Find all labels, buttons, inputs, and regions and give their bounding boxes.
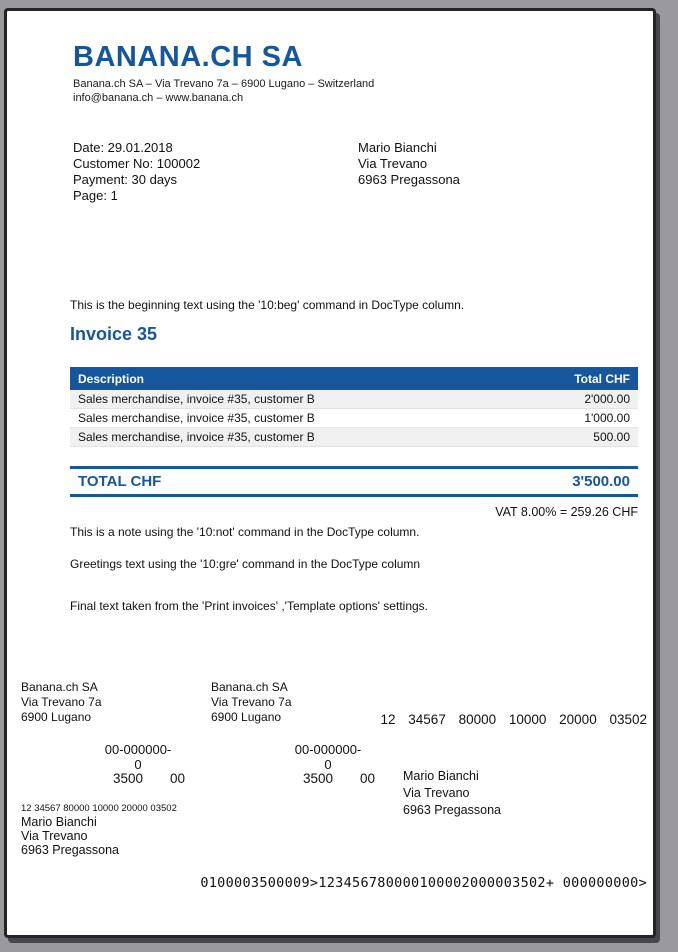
invoice-page [4, 8, 656, 938]
company-address-line1: Banana.ch SA – Via Trevano 7a – 6900 Lugano – Switzerland [73, 78, 375, 90]
receiver-street: Via Trevano 7a [21, 695, 102, 709]
beginning-text: This is the beginning text using the '10:beg' command in DocType column. [70, 298, 465, 312]
note-text: This is a note using the '10:not' command in the DocType column. [70, 525, 420, 539]
recipient-address [358, 140, 460, 188]
payer-name: Mario Bianchi [403, 769, 479, 783]
table-row [70, 428, 638, 447]
slip-receiver-left [21, 680, 102, 725]
customer-number: Customer No: 100002 [73, 156, 201, 171]
company-address-line2: info@banana.ch – www.banana.ch [73, 92, 244, 104]
table-header-row [70, 367, 638, 390]
page-number: Page: 1 [73, 188, 118, 203]
slip-amount-francs-right: 3500 [302, 771, 333, 786]
item-description: Sales merchandise, invoice #35, customer B [78, 411, 315, 425]
table-body [70, 390, 638, 447]
payer-city: 6963 Pregassona [21, 843, 119, 857]
item-description: Sales merchandise, invoice #35, customer B [78, 430, 315, 444]
slip-reference-small: 12 34567 80000 10000 20000 03502 [21, 803, 177, 814]
invoice-title: Invoice 35 [70, 324, 158, 344]
slip-payer-left [21, 815, 119, 857]
recipient-name: Mario Bianchi [358, 140, 437, 155]
slip-account-left: 00-000000-0 [104, 742, 172, 772]
receiver-city: 6900 Lugano [211, 710, 282, 724]
receiver-name: Banana.ch SA [21, 680, 98, 694]
table-row [70, 390, 638, 409]
receiver-name: Banana.ch SA [211, 680, 288, 694]
payer-name: Mario Bianchi [21, 815, 97, 829]
slip-amount-cents-right: 00 [359, 771, 375, 786]
receiver-street: Via Trevano 7a [211, 695, 292, 709]
table-row [70, 409, 638, 428]
column-header-description: Description [78, 371, 145, 386]
invoice-date: Date: 29.01.2018 [73, 140, 173, 155]
total-label: TOTAL CHF [78, 473, 162, 490]
total-row [70, 466, 638, 497]
company-logo-text: BANANA.CH SA [73, 41, 303, 73]
slip-amount-cents-left: 00 [169, 771, 185, 786]
items-table [70, 367, 638, 447]
item-total: 2'000.00 [584, 392, 630, 406]
slip-reference-number: 12 34567 80000 10000 20000 03502 [380, 712, 647, 727]
final-text: Final text taken from the 'Print invoices' ,'Template options' settings. [70, 599, 428, 613]
slip-ocr-code-line: 0100003500009>123456780000100002000003502+ 000000000> [200, 875, 647, 891]
recipient-street: Via Trevano [358, 156, 428, 171]
slip-payer-right [403, 768, 501, 819]
recipient-city: 6963 Pregassona [358, 172, 460, 187]
item-total: 1'000.00 [584, 411, 630, 425]
slip-receiver-right [211, 680, 292, 725]
greetings-text: Greetings text using the '10:gre' command in the DocType column [70, 557, 421, 571]
slip-amount-francs-left: 3500 [112, 771, 143, 786]
item-total: 500.00 [593, 430, 630, 444]
vat-line: VAT 8.00% = 259.26 CHF [495, 505, 638, 519]
letterhead [73, 41, 374, 105]
invoice-info-block [73, 140, 200, 204]
column-header-total: Total CHF [574, 371, 630, 386]
total-amount: 3'500.00 [572, 473, 630, 490]
payer-street: Via Trevano [403, 786, 470, 800]
payer-city: 6963 Pregassona [403, 803, 501, 817]
receiver-city: 6900 Lugano [21, 710, 92, 724]
item-description: Sales merchandise, invoice #35, customer B [78, 392, 315, 406]
payment-terms: Payment: 30 days [73, 172, 178, 187]
payer-street: Via Trevano [21, 829, 88, 843]
slip-account-right: 00-000000-0 [294, 742, 362, 772]
